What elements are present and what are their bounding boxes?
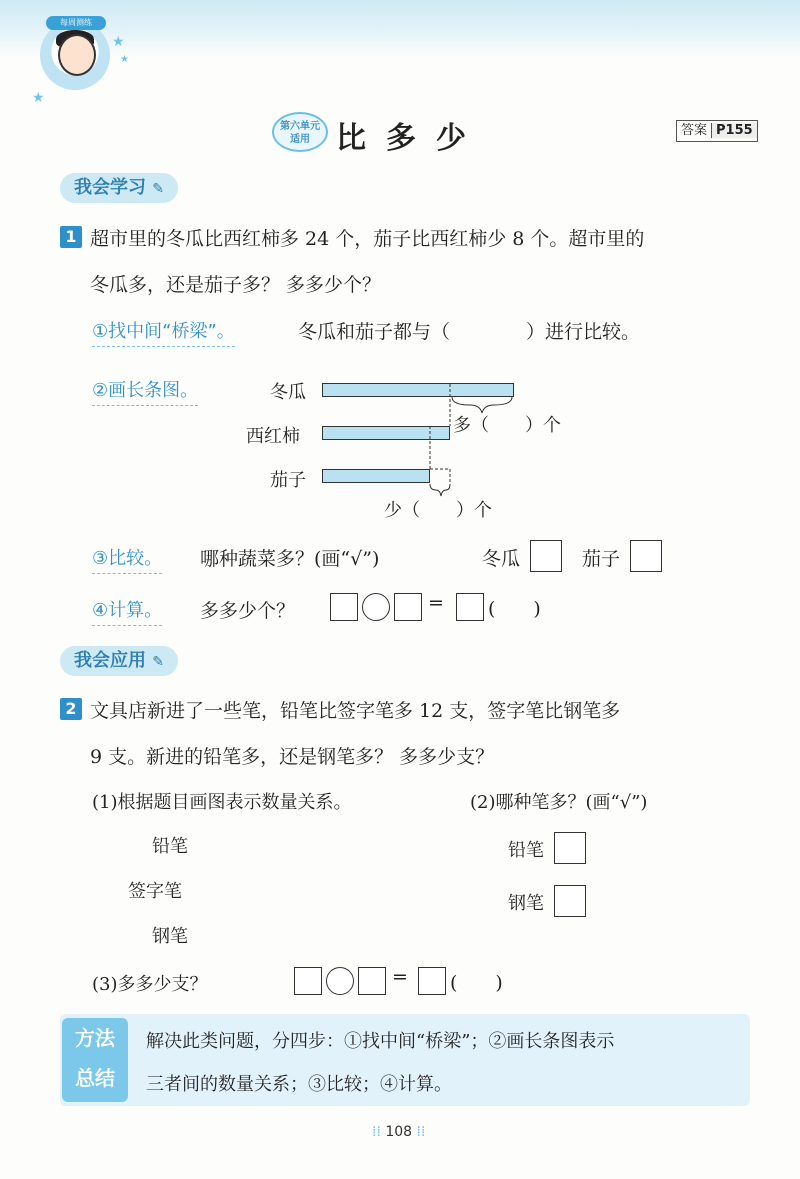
question-text: 冬瓜多，还是茄子多？ 多多少个？: [90, 274, 382, 296]
unit-blank[interactable]: ( ): [488, 598, 541, 620]
dots-icon: ⁞⁞: [372, 1124, 386, 1140]
step-label: ③比较。: [92, 544, 162, 574]
equals-sign: =: [392, 966, 408, 988]
answer-box[interactable]: [330, 593, 358, 621]
mascot-ribbon: 每周测练: [46, 16, 106, 30]
checkbox-pen[interactable]: [554, 885, 586, 917]
more-answer[interactable]: 多（ ）个: [453, 415, 561, 436]
option-label: 冬瓜: [482, 548, 521, 570]
star-icon: ★: [112, 34, 125, 50]
star-icon: ★: [120, 54, 129, 65]
page-title: 比多少: [336, 121, 486, 156]
unit-blank[interactable]: ( ): [450, 972, 503, 994]
checkbox-pencil[interactable]: [554, 832, 586, 864]
option-label: 茄子: [582, 548, 621, 570]
section-label: 我会应用: [74, 650, 146, 671]
page-footer: [372, 1124, 425, 1140]
section-heading-apply: [60, 646, 178, 676]
method-tag-line1: 方法: [75, 1026, 115, 1050]
dots-icon: ⁞⁞: [412, 1124, 426, 1140]
question-text: 超市里的冬瓜比西红柿多 24 个，茄子比西红柿少 8 个。超市里的: [90, 228, 645, 250]
part-label: (1)根据题目画图表示数量关系。: [92, 792, 352, 813]
answer-label: 答案: [681, 123, 708, 138]
badge-line1: 第六单元: [280, 121, 320, 132]
step-label: ④计算。: [92, 596, 162, 626]
bar-label: 茄子: [270, 470, 306, 491]
option-label: 铅笔: [508, 840, 544, 861]
step-label: ②画长条图。: [92, 376, 198, 406]
draw-label: 铅笔: [152, 836, 188, 857]
answer-box[interactable]: [294, 967, 322, 995]
star-icon: ★: [32, 90, 45, 106]
bar-label: 西红柿: [246, 426, 300, 447]
answer-box[interactable]: [358, 967, 386, 995]
badge-line2: 适用: [290, 134, 310, 145]
part-label: (2)哪种笔多？(画“√”): [470, 792, 648, 813]
step-text: 多多少个？: [200, 600, 296, 622]
question-number: 1: [60, 226, 82, 248]
section-label: 我会学习: [74, 177, 146, 198]
equals-sign: =: [428, 592, 444, 614]
pencil-icon: ✎: [152, 654, 165, 670]
step-label: ①找中间“桥梁”。: [92, 317, 235, 347]
step-text: 哪种蔬菜多？(画“√”): [200, 548, 380, 570]
option-label: 钢笔: [508, 893, 544, 914]
answer-box[interactable]: [456, 593, 484, 621]
answer-page: P155: [711, 123, 757, 138]
method-text: 解决此类问题，分四步：①找中间“桥梁”；②画长条图表示: [146, 1031, 615, 1052]
question-text: 文具店新进了一些笔，铅笔比签字笔多 12 支，签字笔比钢笔多: [90, 700, 621, 722]
question-number: 2: [60, 698, 82, 720]
checkbox-winter-melon[interactable]: [530, 540, 562, 572]
method-text: 三者间的数量关系；③比较；④计算。: [146, 1074, 452, 1095]
draw-label: 签字笔: [128, 881, 182, 902]
question-text: 9 支。新进的铅笔多，还是钢笔多？ 多多少支？: [90, 746, 495, 768]
drawing-area[interactable]: [210, 830, 450, 950]
step-text[interactable]: 冬瓜和茄子都与（ ）进行比较。: [298, 321, 641, 343]
operator-circle[interactable]: [362, 593, 390, 621]
method-tag-line2: 总结: [75, 1066, 115, 1090]
part-label: (3)多多少支？: [92, 974, 208, 995]
operator-circle[interactable]: [326, 967, 354, 995]
page-number: 108: [385, 1124, 413, 1140]
checkbox-eggplant[interactable]: [630, 540, 662, 572]
less-answer[interactable]: 少（ ）个: [384, 500, 492, 521]
draw-label: 钢笔: [152, 926, 188, 947]
pencil-icon: ✎: [152, 181, 165, 197]
bar-label: 冬瓜: [270, 382, 306, 403]
answer-box[interactable]: [394, 593, 422, 621]
answer-box[interactable]: [418, 967, 446, 995]
method-tag: [62, 1018, 128, 1102]
